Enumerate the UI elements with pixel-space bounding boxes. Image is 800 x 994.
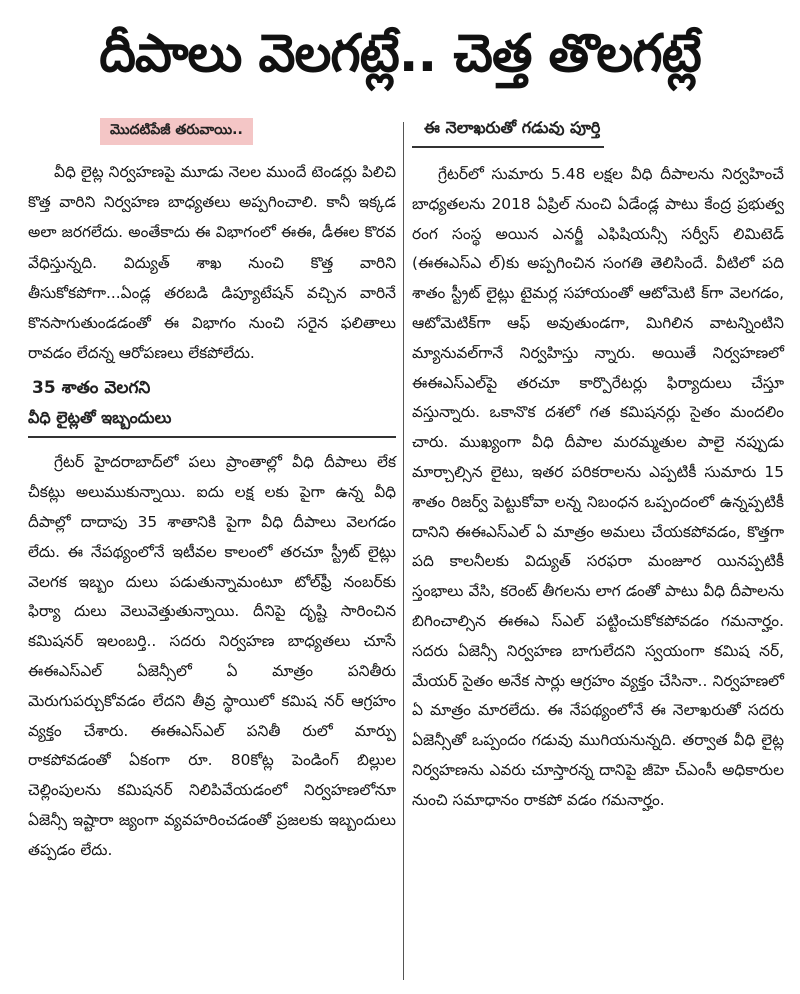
subhead-line-1: 35 శాతం వెలగని (32, 378, 151, 399)
subhead-deadline: ఈ నెలాఖరుతో గడువు పూర్తి (412, 118, 604, 148)
continuation-kicker: మొదటిపేజీ తరువాయి.. (100, 118, 253, 145)
right-column (412, 118, 784, 816)
left-column (28, 118, 396, 866)
column-divider (403, 122, 404, 980)
article-paragraph: గ్రేటర్ హైదరాబాద్‌లో పలు ప్రాంతాల్లో వీధి దీపాలు లేక చీకట్లు అలుముకున్నాయి. ఐదు లక్ష లకు పైగా ఉన్న వీధి దీపాల్లో దాదాపు 35 శాతానికి పైగా వీధి దీపాలు వెలగడం లేదు. ఈ నేపథ్యంలోనే ఇటీవల కాలంలో తరచూ స్ట్రీట్ లైట్లు వెలగక ఇబ్బం దులు పడుతున్నామంటూ టోల్‌ఫ్రీ నంబర్‌కు ఫిర్యా దులు వెలువెత్తుతున్నాయి. దీనిపై దృష్టి సారించిన కమిషనర్ ఇలంబర్తి.. సదరు నిర్వహణ బాధ్యతలు చూసే ఈఈఎస్‌ఎల్ ఏజెన్సీలో ఏ మాత్రం పనితీరు మెరుగుపర్చుకోవడం లేదని తీవ్ర స్థాయిలో కమిష నర్ ఆగ్రహం వ్యక్తం చేశారు. ఈఈఎస్‌ఎల్ పనితీ రులో మార్పు రాకపోవడంతో ఏకంగా రూ. 80కోట్ల పెండింగ్ బిల్లుల చెల్లింపులను కమిషనర్ నిలిపివేయడంలో నిర్వహణలోనూ ఏజెన్సీ ఇష్టారా జ్యంగా వ్యవహరించడంతో ప్రజలకు ఇబ్బందులు తప్పడం లేదు. (28, 453, 396, 859)
article-paragraph: గ్రేటర్‌లో సుమారు 5.48 లక్షల వీధి దీపాలను నిర్వహించే బాధ్యతలను 2018 ఏప్రిల్ నుంచి ఏడేండ్ల పాటు కేంద్ర ప్రభుత్వ రంగ సంస్థ అయిన ఎనర్జీ ఎఫిషియన్సీ సర్వీస్ లిమిటెడ్ (ఈఈఎస్‌ఎ ల్)కు అప్పగించిన సంగతి తెలిసిందే. వీటిలో పది శాతం స్ట్రీట్ లైట్లు టైమర్ల సహాయంతో ఆటోమెటి క్‌గా వెలగడం, ఆటోమెటిక్‌గా ఆఫ్ అవుతుండగా, మిగిలిన వాటన్నింటిని మ్యానువల్‌గానే నిర్వహిస్తు న్నారు. అయితే నిర్వహణలో ఈఈఎస్‌ఎల్‌పై తరచూ కార్పొరేటర్లు ఫిర్యాదులు చేస్తూ వస్తున్నారు. ఒకానొక దశలో గత కమిషనర్లు సైతం మందలిం చారు. ముఖ్యంగా వీధి దీపాల మరమ్మతుల పాలై నప్పుడు మార్చాల్సిన లైటు, ఇతర పరికరాలను ఎప్పటికీ సుమారు 15 శాతం రిజర్వ్ పెట్టుకోవా లన్న నిబంధన ఒప్పందంలో ఉన్నప్పటికీ దానిని ఈఈఎస్‌ఎల్ ఏ మాత్రం అమలు చేయకపోవడం, కొత్తగా పది కాలనీలకు విద్యుత్ సరఫరా మంజూర యినప్పటికీ స్తంభాలు వేసి, కరెంట్ తీగలను లాగ డంతో పాటు వీధి దీపాలను బిగించాల్సిన ఈఈఎ స్‌ఎల్ పట్టించుకోకపోవడం గమనార్హం. సదరు ఏజెన్సీ నిర్వహణ బాగులేదని స్వయంగా కమిష నర్, మేయర్ సైతం అనేక సార్లు ఆగ్రహం వ్యక్తం చేసినా.. నిర్వహణలో ఏ మాత్రం మారలేదు. ఈ నేపథ్యంలోనే ఈ నెలాఖరుతో సదరు ఏజెన్సీతో ఒప్పందం గడువు ముగియనున్నది. తర్వాత వీధి లైట్ల నిర్వహణను ఎవరు చూస్తారన్న దానిపై జీహె చ్‌ఎంసీ అధికారుల నుంచి సమాధానం రాకపో వడం గమనార్హం. (412, 165, 784, 809)
headline: దీపాలు వెలగట్లే.. చెత్త తొలగట్లే (99, 24, 701, 84)
subhead-line-2: వీధి లైట్లతో ఇబ్బందులు (28, 408, 396, 438)
article-paragraph: వీధి లైట్ల నిర్వహణపై మూడు నెలల ముందే టెండర్లు పిలిచి కొత్త వారిని నిర్వహణ బాధ్యతలు అప్పగించాలి. కానీ ఇక్కడ అలా జరగలేదు. అంతేకాదు ఈ విభాగంలో ఈఈ, డీఈల కొరవ వేధిస్తున్నది. విద్యుత్ శాఖ నుంచి కొత్త వారిని తీసుకోకపోగా...ఏండ్ల తరబడి డిప్యూటేషన్ వచ్చిన వారినే కొనసాగుతుండడంతో ఈ విభాగం నుంచి సరైన ఫలితాలు రావడం లేదన్న ఆరోపణలు లేకపోలేదు. (28, 163, 396, 363)
